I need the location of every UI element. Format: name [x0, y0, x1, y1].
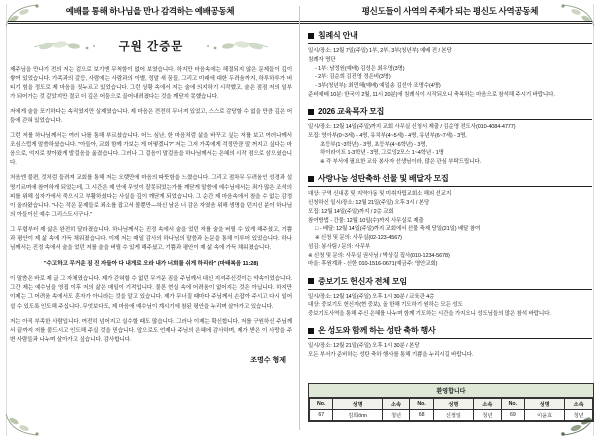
list-item: 하이라이트 1-3학년 - 3명, 그로잉2모스 1~4학년 - 1명	[320, 150, 444, 157]
column-divider	[299, 6, 300, 430]
testimony-paragraph: 이 말씀은 바로 제 글 그 자체였습니다. 제가 갇혀할 수 없던 무거운 짐을 주님께서 대신 지셔주신것이는 약속이었습니다. 그간 제는 예수님을 영접 이후 저의 삶은 매일이 기적입니다. 물론 현실 속에 어려움이 없어지는 것은 아닙니다. 하지만 이제는 그 어려움 속에서도 혼자가 아니라는 것을 알고 있습니다. 제가 무너질 때마다 주님께서 손잡아 주시고 다시 일어설 수 있도록 인도해 주십니다. 무엇보다도, 제 마음에 예수님이 계시기에 참된 평안을 누리며 살아가고 있습니다.	[10, 276, 292, 310]
page-title: 구원 간증문	[118, 41, 184, 53]
section-header	[308, 325, 592, 339]
testimony-paragraph: 그 무렵부터 제 삶은 완전히 달라졌습니다. 하나님께서는 진정 속에서 술을 었던 저를 술을 버릴 수 있게 해주셨고, 기쁨과 평안이 제 삶 속에 가득 채워졌습니다. 이제 저는 매일 감사의 하나님의 말씀과 논문을 통해 이루어 있었습니다. 하나님께서는 진정 속에서 술을 었던 저를 술을 버릴 수 있게 해주셨고, 기쁨과 평안이 제 삶 속에 가득 채워졌습니다.	[10, 226, 292, 251]
testimony-body	[10, 66, 292, 345]
announcement-section-christmas-gift	[308, 173, 592, 268]
header-rule-bottom	[8, 23, 592, 24]
section-title: 2026 교육목자 모집	[318, 107, 385, 116]
testimony-paragraph: 제주님을 만나기 전의 저는 겉으로 보기엔 무척함이 없어 보였습니다. 하지만 마음속에는 해결되지 않은 문제들이 깊이 쌓여 있었습니다. 가족과의 갈등, 사람에는 사람과의 이별, 정말 새 꿈들, 그리고 미래에 대한 두려움까지, 하루하루가 버티기 힘을 정도로 제 마음을 짓누르고 있었습니다. 그런 상황 속에서 저는 술에 의지하기 시작했고, 술은 점점 저의 일부가 되어가는 것 같았지만 결코 더 깊은 어둠으로 끌어내려졌다는 것을 깨닫지 못했습니다.	[10, 67, 292, 101]
signature: 조명수 형제	[250, 356, 286, 364]
welcome-members-table	[309, 398, 593, 421]
table-cell: 69	[501, 410, 524, 421]
section-items	[308, 190, 592, 268]
announcement-section-education	[308, 106, 592, 166]
list-item: - 2부: 김순희 김진영 정은비(3명)	[315, 74, 391, 81]
testimony-paragraph: 그런 저를 하나님께서는 여러 나를 통해 부르셨습니다. 어느 심난, 한 마음처럼 삶을 바꾸고 싶는 저를 보고 여러나께서 조심스럽게 말씀하셨습니다. "아들아, 교회 함께 가보는 게 어떻겠니?" 저는 그저 가족에게 걱정만큼 말 꺼지고 싶다는 마음으로, 억지로 찾아왔게 발걸음을 옮겼습니다. 그러나 그 걸음이 말걸음을 하나님께서는 은혜의 시작 점으로 삼으셨습니다.	[10, 133, 292, 167]
frame-line-right	[593, 4, 594, 436]
column-header: 소속	[474, 399, 502, 410]
bullet-square-icon	[308, 278, 314, 284]
list-item: 신청하신 일시/장소: 12월 21일(주일) 오후 3시 / 본당	[308, 200, 430, 206]
testimony-paragraph: 저에게 술을 포기하다는 속직였지만 실제였습니다. 제 마음은 전전히 무너져 있었고, 스스로 감당할 수 없을 만큼 깊은 어둠에 갇혀 있었습니다.	[10, 109, 292, 125]
header-title-left: 예배를 통해 하나님을 만나 감격하는 예배공동체	[65, 6, 235, 16]
announcement-section-baptism	[308, 30, 592, 99]
bullet-square-icon	[308, 109, 314, 115]
column-header: 소속	[382, 399, 410, 410]
section-title: 중보기도 헌신자 전체 모임	[318, 276, 407, 286]
table-cell: 68	[410, 410, 433, 421]
testimony-paragraph: 저는 아직 부족한 사람입니다. 여전히 넘어지고 실수할 때도 많습니다. 그러나 이제는 확신합니다. 저를 구원하신 주님께서 끝까지 저를 붙드시고 인도해 주실 것을 믿습니다. 앞으로도 언제나 주님의 은혜에 감사하며, 제가 받은 이 사랑을 주변 사람들과 나누며 살아가고 싶습니다. 감사합니다.	[10, 318, 292, 343]
section-items	[308, 47, 592, 99]
section-title: 사랑나눔 성탄축하 선물 및 배달자 모집	[318, 174, 449, 184]
section-title: 온 성도와 함께 하는 성탄 축하 행사	[318, 326, 436, 336]
header-title-right: 평신도들이 사역의 주체가 되는 평신도 사역공동체	[361, 6, 539, 16]
column-header: 소속	[565, 399, 593, 410]
list-item: 모집: 영아부(0~3세) - 4명, 유치부(4~5세) - 4명, 유년부(6~7세) - 3명,	[308, 132, 467, 139]
section-title-block	[10, 34, 292, 60]
page-header	[0, 0, 600, 22]
list-item: 준비예배 10분: 한국이 2월, 11시 20분)에 침례식이 시작되오니 축복하는 마음으로 참석해 주시기 바랍니다.	[308, 91, 555, 98]
list-item: 중보기도사역을 통해 주신 은혜를 나누며 함께 기도하는 시간을 가지오니 성도님들의 많은 참석 바랍니다.	[308, 311, 551, 317]
section-header	[308, 276, 592, 290]
testimony-paragraph: 처음엔 불편, 것처럼 들려져 교회를 통해 저는 오랫만에 마음의 따뜻함을 느꼈습니다. 그리고 점차무 두려움인 성경과 설명기르며에 참여하게 되었는데, 그 시간은 제 안에 무엇이 잘못되었는가를 깨닫게 말씀에 예수님에서는 죄가 많은 조석의 피를 위해 십자가에서 죽으시고 부활하셨다는 사실을 깊이 깨닫게 되었습니다. 그 순간 제 마음속에서 참을 수 없는 감정이 올라왔습니다. "나는 작은 문제들로 죄소를 잡고서 볼뿐만—하신 남은 너 감은 자였음 위해 생명을 던지신 분이 하나님의 아들이신 예수 그리스도시구나."	[10, 175, 292, 218]
testimony-column	[10, 30, 292, 432]
table-cell: 청년	[382, 410, 410, 421]
list-item: ※ 신청 및 문의: 사무실(02-123-4567)	[315, 235, 402, 241]
list-item: 대상: 구역 신내종 및 지역아동 및 미취자립교회소 해외 선교지	[308, 191, 452, 198]
section-header	[308, 173, 592, 187]
column-header: 성명	[525, 399, 565, 410]
list-item: 일시/장소: 12월 21일(주일) 오후 1시 30분 / 본당	[308, 343, 420, 350]
table-row	[310, 410, 593, 421]
column-header: No.	[501, 399, 524, 410]
list-item: - 1부: 남정원(예배) 김성은 최우영(3명)	[315, 65, 405, 72]
column-header: 성명	[433, 399, 473, 410]
welcome-table-caption: 환영합니다	[309, 384, 593, 398]
section-items	[308, 123, 592, 166]
list-item: 모집: 12월 14일(주일)까지 / 2층 교회	[308, 208, 394, 215]
list-item: 모든 부서가 준비하는 성탄 축하 행사를 통해 기쁨을 누리시길 바랍니다.	[308, 352, 474, 358]
table-header-row	[310, 399, 593, 410]
table-cell: 청년	[565, 410, 593, 421]
welcome-table	[308, 383, 594, 422]
column-header: 성명	[333, 399, 382, 410]
table-cell: 청년	[474, 410, 502, 421]
section-items	[308, 293, 592, 319]
column-header: No.	[410, 399, 433, 410]
list-item: 일시/장소: 12월 14일(주일) 오후 1시 30분 / 교육관 4층	[308, 293, 435, 300]
column-header: No.	[310, 399, 333, 410]
list-item: 참여방법 - 간물: 12월 10일(수)까지 사무실로 제출	[308, 217, 424, 224]
bullet-square-icon	[308, 33, 314, 39]
list-item: 대상: 중보기도 헌신자(현 중보), 올 한해 기도하기 원하는 모든 성도	[308, 302, 463, 309]
table-cell: 신정일	[433, 410, 473, 421]
table-cell: 김희önn	[333, 410, 382, 421]
section-items	[308, 342, 592, 359]
list-item: □ - 배달: 12월 14일(주일)까지 교회에서 선물 축제 당일(21일) 배달 참여	[315, 226, 481, 233]
section-header	[308, 106, 592, 120]
list-item: ※ 각 부서에 필요한 교육 봉사자 선생님이라, 많은 관심 부탁드립니다.	[320, 159, 481, 165]
list-item: 일시/장소: 12월 14일(주일)까지 교회 사무실 신청서 제출 / 김순영 전도사(010-4084-4777)	[308, 124, 516, 130]
list-item: ※ 신청 및 문의: 사무실 권사님 / 박상길 집사(010-1234-5678)	[308, 252, 450, 259]
announcements-column	[308, 30, 592, 432]
section-title: 침례식 안내	[318, 31, 358, 40]
section-header	[308, 30, 592, 44]
scripture-verse: "수고하고 무거운 짐 진 자들아 다 내게로 오라 내가 너희를 쉬게 하리라" (마태복음 11:28)	[43, 260, 259, 267]
list-item: 마을: 후원계좌 - 신한 010-1516-0671(예금주: 영안교회)	[308, 261, 438, 268]
header-rule-top	[8, 21, 592, 22]
announcement-section-christmas-celebration	[308, 325, 592, 359]
frame-line-left	[6, 4, 7, 436]
list-item: 침례자 명단	[308, 56, 336, 63]
list-item: - 3부(청년부): 최민혜(예배) 예일송 김선아 조명수(4명)	[315, 83, 441, 89]
list-item: 섬김: 봉사팀 / 문의: 사무부	[308, 243, 371, 250]
announcement-section-intercessory-prayer	[308, 276, 592, 319]
bullet-square-icon	[308, 176, 314, 182]
bullet-square-icon	[308, 328, 314, 334]
table-cell: 이윤효	[525, 410, 565, 421]
list-item: 일시/장소: 12월 7일(주일) 1부, 2부, 3부(청년부) 예배 전 / 본당	[308, 48, 452, 54]
list-item: 초등부(1~3학년) - 3명, 초등부(4~6학년) - 3명,	[320, 141, 427, 148]
table-cell: 67	[310, 410, 333, 421]
